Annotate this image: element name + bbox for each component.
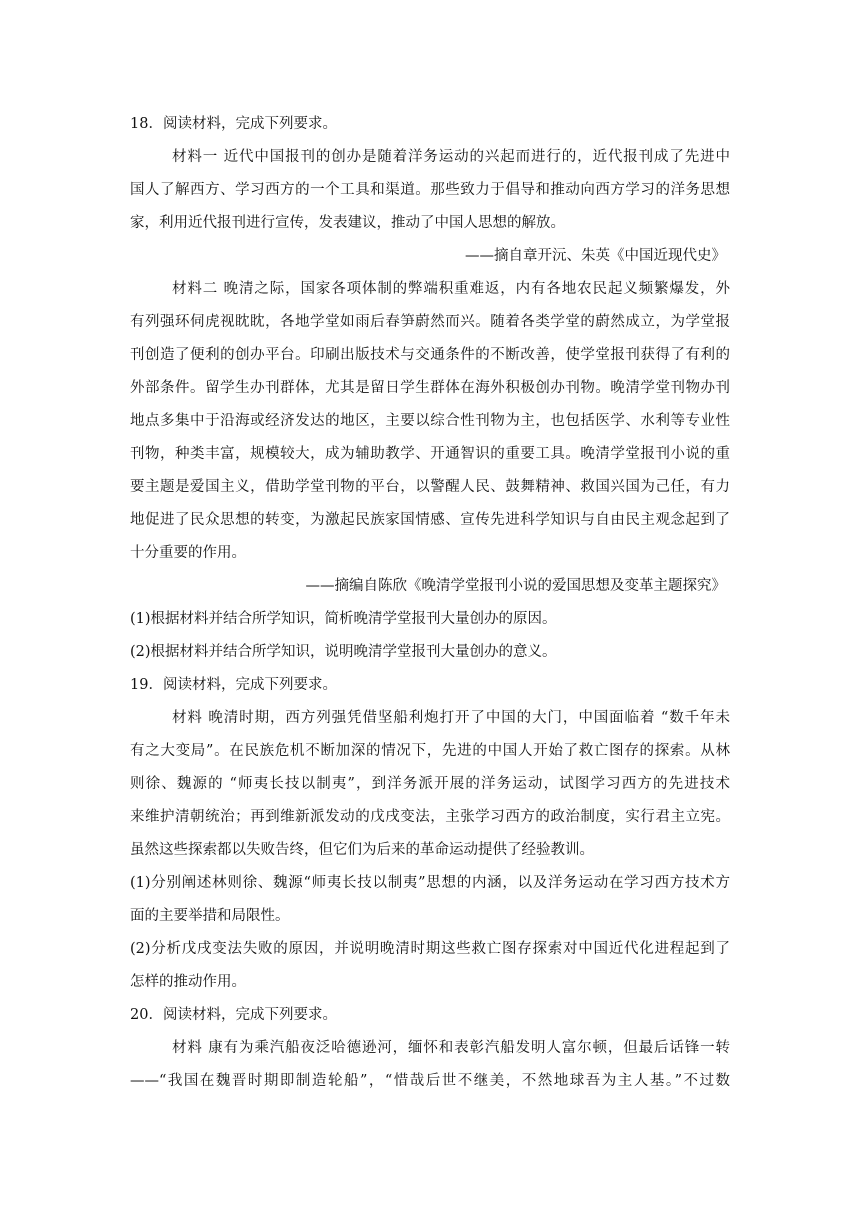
question-19-material-line: 材料 晚清时期，西方列强凭借坚船利炮打开了中国的大门，中国面临着 “数千年未 bbox=[172, 710, 730, 726]
material-1-paragraph-line: 家，利用近代报刊进行宣传，发表建议，推动了中国人思想的解放。 bbox=[130, 215, 565, 231]
document-body bbox=[130, 108, 730, 1098]
material-2-paragraph-line: 地点多集中于沿海或经济发达的地区，主要以综合性刊物为主，也包括医学、水利等专业性 bbox=[130, 413, 730, 429]
question-19-part-1-continued: 面的主要举措和局限性。 bbox=[130, 908, 290, 924]
question-19-material-line: 虽然这些探索都以失败告终，但它们为后来的革命运动提供了经验教训。 bbox=[130, 842, 594, 858]
question-20-material-line: ——“我国在魏晋时期即制造轮船”，“惜哉后世不继美，不然地球吾为主人基。”不过数 bbox=[130, 1073, 730, 1089]
material-1-paragraph-line: 材料一 近代中国报刊的创办是随着洋务运动的兴起而进行的，近代报刊成了先进中 bbox=[172, 149, 730, 165]
question-18-part-2: (2)根据材料并结合所学知识，说明晚清学堂报刊大量创办的意义。 bbox=[130, 644, 557, 660]
question-19-material-line: 则徐、魏源的 “师夷长技以制夷”，到洋务派开展的洋务运动，试图学习西方的先进技术 bbox=[130, 776, 730, 792]
question-20-heading: 20．阅读材料，完成下列要求。 bbox=[130, 1007, 337, 1023]
question-19-part-2-continued: 怎样的推动作用。 bbox=[130, 974, 246, 990]
material-1-paragraph-line: 国人了解西方、学习西方的一个工具和渠道。那些致力于倡导和推动向西方学习的洋务思想 bbox=[130, 182, 730, 198]
question-18-heading: 18．阅读材料，完成下列要求。 bbox=[130, 116, 337, 132]
material-2-paragraph-line: 要主题是爱国主义，借助学堂刊物的平台，以警醒人民、鼓舞精神、救国兴国为己任，有力 bbox=[130, 479, 730, 495]
question-20-material-line: 材料 康有为乘汽船夜泛哈德逊河，缅怀和表彰汽船发明人富尔顿，但最后话锋一转 bbox=[172, 1040, 730, 1056]
material-2-paragraph-line: 材料二 晚清之际，国家各项体制的弊端积重难返，内有各地农民起义频繁爆发，外 bbox=[172, 281, 730, 297]
material-2-source: ——摘编自陈欣《晚清学堂报刊小说的爱国思想及变革主题探究》 bbox=[305, 578, 726, 594]
question-19-heading: 19．阅读材料，完成下列要求。 bbox=[130, 677, 337, 693]
material-2-paragraph-line: 有列强环伺虎视眈眈，各地学堂如雨后春笋蔚然而兴。随着各类学堂的蔚然成立，为学堂报 bbox=[130, 314, 730, 330]
material-1-source: ——摘自章开沅、朱英《中国近现代史》 bbox=[465, 248, 726, 264]
question-19-part-1: (1)分别阐述林则徐、魏源“师夷长技以制夷”思想的内涵，以及洋务运动在学习西方技术方 bbox=[130, 875, 730, 891]
question-19-material-line: 有之大变局”。在民族危机不断加深的情况下，先进的中国人开始了救亡图存的探索。从林 bbox=[130, 743, 730, 759]
material-2-paragraph-line: 地促进了民众思想的转变，为激起民族家国情感、宣传先进科学知识与自由民主观念起到了 bbox=[130, 512, 730, 528]
question-19-material-line: 来维护清朝统治；再到维新派发动的戊戌变法，主张学习西方的政治制度，实行君主立宪。 bbox=[130, 809, 730, 825]
question-18-part-1: (1)根据材料并结合所学知识，简析晚清学堂报刊大量创办的原因。 bbox=[130, 611, 557, 627]
material-2-paragraph-line: 刊创造了便利的创办平台。印刷出版技术与交通条件的不断改善，使学堂报刊获得了有利的 bbox=[130, 347, 730, 363]
material-2-paragraph-line: 刊物，种类丰富，规模较大，成为辅助教学、开通智识的重要工具。晚清学堂报刊小说的重 bbox=[130, 446, 730, 462]
material-2-paragraph-line: 外部条件。留学生办刊群体，尤其是留日学生群体在海外积极创办刊物。晚清学堂刊物办刊 bbox=[130, 380, 730, 396]
question-19-part-2: (2)分析戊戌变法失败的原因，并说明晚清时期这些救亡图存探索对中国近代化进程起到了 bbox=[130, 941, 730, 957]
material-2-paragraph-line: 十分重要的作用。 bbox=[130, 545, 246, 561]
